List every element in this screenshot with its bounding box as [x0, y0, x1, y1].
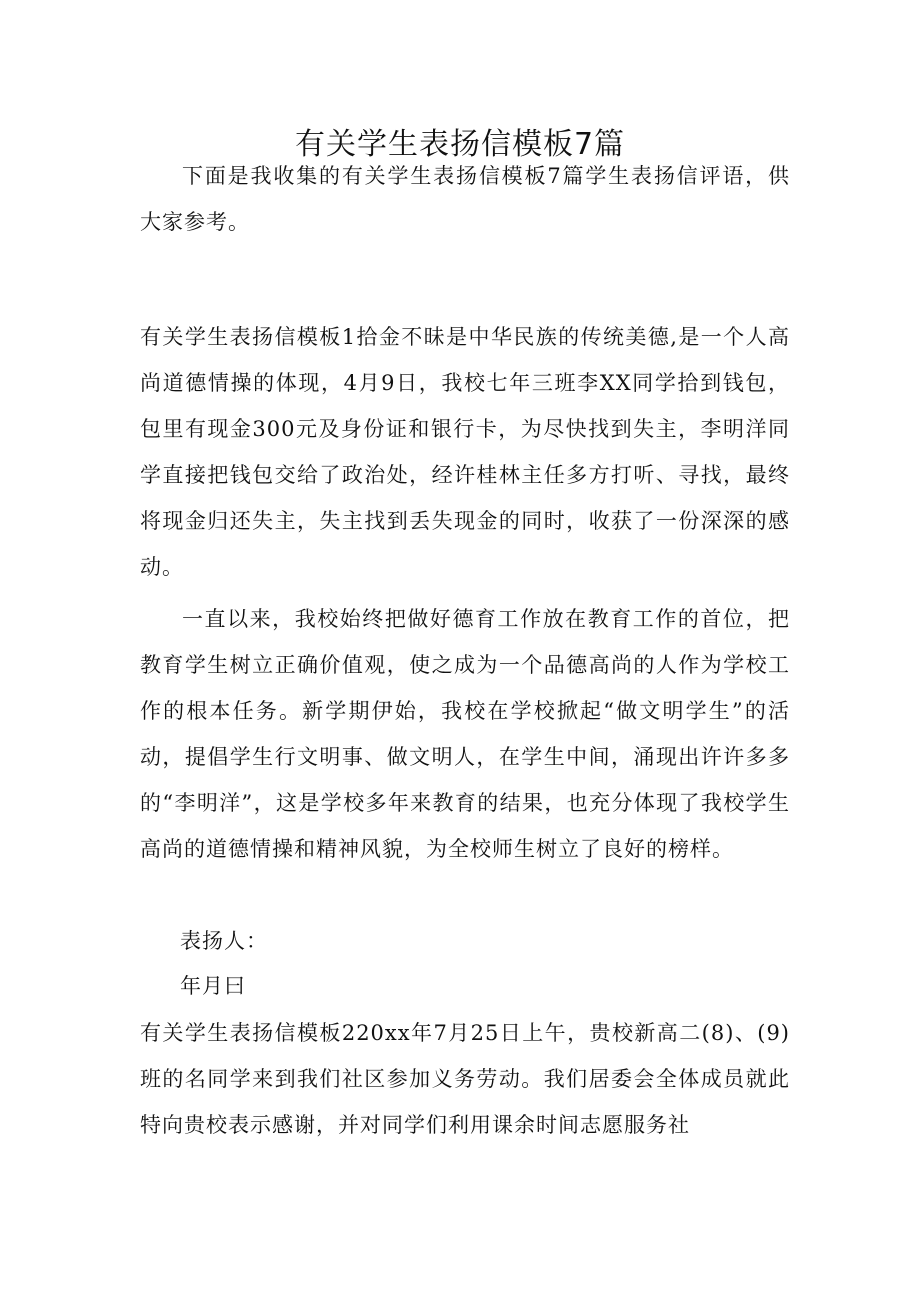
document-title: 有关学生表扬信模板7篇 — [294, 127, 626, 162]
letter1-paragraph-1: 有关学生表扬信模板1拾金不昧是中华民族的传统美德,是一个人高尚道德情操的体现，4月9日，我校七年三班李XX同学拾到钱包，包里有现金300元及身份证和银行卡，为尽快找到失主，李明洋同学直接把钱包交给了政治处，经许桂林主任多方打听、寻找，最终将现金归还失主，失主找到丢失现金的同时，收获了一份深深的感动。 — [140, 325, 790, 579]
letter2-paragraph-1: 有关学生表扬信模板220xx年7月25日上午，贵校新高二(8)、(9)班的名同学来到我们社区参加义务劳动。我们居委会全体成员就此特向贵校表示感谢，并对同学们利用课余时间志愿服务社 — [140, 1021, 790, 1137]
signer-line: 表扬人： — [180, 929, 268, 953]
letter1-paragraph-2: 一直以来，我校始终把做好德育工作放在教育工作的首位，把教育学生树立正确价值观，使之成为一个品德高尚的人作为学校工作的根本任务。新学期伊始，我校在学校掀起“做文明学生”的活动，提倡学生行文明事、做文明人，在学生中间，涌现出许许多多的“李明洋”，这是学校多年来教育的结果，也充分体现了我校学生高尚的道德情操和精神风貌，为全校师生树立了良好的榜样。 — [140, 607, 790, 861]
date-line: 年月曰 — [180, 974, 246, 998]
intro-paragraph: 下面是我收集的有关学生表扬信模板7篇学生表扬信评语，供大家参考。 — [140, 164, 790, 234]
